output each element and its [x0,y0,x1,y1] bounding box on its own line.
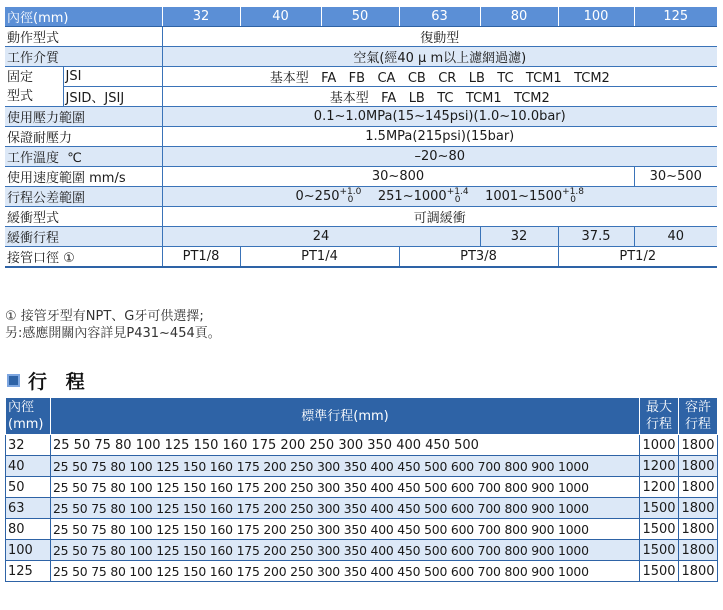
stroke-standard-cell: 25 50 75 80 100 125 150 160 175 200 250 300 350 400 450 500 600 700 800 900 1000 [51,519,640,540]
stroke-standard-header: 標準行程(mm) [51,398,640,435]
stroke-allow-cell: 1800 [679,435,718,456]
medium-value: 空氣(經40 μ m以上濾網過濾) [162,47,717,67]
stroke-allow-cell: 1800 [679,519,718,540]
table-row [6,435,718,456]
proof-value: 1.5MPa(215psi)(15bar) [162,127,717,147]
tolerance-1-upper: +1.0 [339,187,362,197]
spec-header-row [5,7,717,27]
tolerance-3-lower: 0 [570,195,576,205]
bore-32: 32 [162,7,240,27]
pressure-value: 0.1~1.0MPa(15~145psi)(1.0~10.0bar) [162,107,717,127]
pressure-label: 使用壓力範圍 [5,107,162,127]
proof-row [5,127,717,147]
stroke-header-row [6,398,718,435]
temp-value: –20~80 [162,147,717,167]
tolerance-1 [340,188,362,204]
bore-header-label: 內徑(mm) [5,7,162,27]
action-value: 復動型 [162,27,717,47]
speed-value-b: 30~500 [634,167,717,187]
tolerance-row [5,187,717,207]
stroke-bore-cell: 100 [6,540,51,561]
stroke-bore-cell: 125 [6,561,51,582]
stroke-max-cell: 1200 [640,477,679,498]
cushion-stroke-v1: 24 [162,227,480,247]
temp-label: 工作溫度 ℃ [5,147,162,167]
tolerance-range-1: 0~250 [295,189,340,204]
stroke-standard-cell: 25 50 75 80 100 125 150 160 175 200 250 300 350 400 450 500 600 700 800 900 1000 [51,561,640,582]
stroke-bore-cell: 80 [6,519,51,540]
speed-row [5,167,717,187]
mount-label [5,67,63,107]
stroke-allow-cell: 1800 [679,477,718,498]
stroke-allow-cell: 1800 [679,561,718,582]
stroke-bore-cell: 50 [6,477,51,498]
port-v3: PT3/8 [399,247,558,268]
bore-80: 80 [480,7,558,27]
stroke-table [5,397,718,582]
stroke-allow-header [679,398,718,435]
stroke-standard-cell: 25 50 75 80 100 125 150 160 175 200 250 300 350 400 450 500 [51,435,640,456]
port-label: 接管口徑 ① [5,247,162,268]
table-row [6,540,718,561]
mount-jsid-value: 基本型 FA LB TC TCM1 TCM2 [162,87,717,107]
port-v2: PT1/4 [240,247,399,268]
stroke-standard-cell: 25 50 75 80 100 125 150 160 175 200 250 300 350 400 450 500 600 700 800 900 1000 [51,456,640,477]
tolerance-2-upper: +1.4 [446,187,469,197]
mount-jsi-label: JSI [63,67,162,87]
stroke-allow-cell: 1800 [679,456,718,477]
tolerance-3-upper: +1.8 [562,187,584,197]
bore-50: 50 [321,7,399,27]
speed-value-a: 30~800 [162,167,634,187]
mount-jsi-value: 基本型 FA FB CA CB CR LB TC TCM1 TCM2 [162,67,717,87]
cushion-type-label: 緩衝型式 [5,207,162,227]
table-row [6,477,718,498]
stroke-max-cell: 1500 [640,561,679,582]
table-row [6,561,718,582]
note-1: ① 接管牙型有NPT、G牙可供選擇; [5,309,204,324]
pressure-row [5,107,717,127]
table-row [6,456,718,477]
stroke-standard-cell: 25 50 75 80 100 125 150 160 175 200 250 300 350 400 450 500 600 700 800 900 1000 [51,498,640,519]
stroke-allow-header-line1: 容許 [684,400,711,415]
stroke-allow-header-line2: 行程 [684,417,711,432]
cushion-stroke-v3: 37.5 [558,227,634,247]
stroke-bore-header [6,398,51,435]
cushion-type-value: 可調緩衝 [162,207,717,227]
action-row [5,27,717,47]
cushion-stroke-label: 緩衝行程 [5,227,162,247]
tolerance-range-3: 1001~1500 [485,189,563,204]
stroke-allow-cell: 1800 [679,498,718,519]
stroke-max-header-line1: 最大 [645,400,672,415]
stroke-max-cell: 1500 [640,540,679,561]
stroke-section-title: 行 程 [28,370,91,393]
mount-jsid-label: JSID、JSIJ [63,87,162,107]
stroke-bore-cell: 40 [6,456,51,477]
speed-label: 使用速度範圍 mm/s [5,167,162,187]
bore-63: 63 [399,7,480,27]
stroke-allow-cell: 1800 [679,540,718,561]
stroke-standard-cell: 25 50 75 80 100 125 150 160 175 200 250 300 350 400 450 500 600 700 800 900 1000 [51,477,640,498]
action-label: 動作型式 [5,27,162,47]
stroke-bore-header-line2: (mm) [8,417,44,432]
stroke-bore-cell: 63 [6,498,51,519]
mount-jsid-row [5,87,717,107]
tolerance-2-lower: 0 [454,195,461,205]
square-bullet-icon [7,374,20,387]
stroke-section-header [7,369,91,391]
stroke-max-cell: 1500 [640,519,679,540]
bore-40: 40 [240,7,321,27]
bore-100: 100 [558,7,634,27]
spec-table [5,7,717,268]
mount-label-line2: 型式 [7,88,34,104]
tolerance-2 [447,188,469,204]
tolerance-label: 行程公差範圍 [5,187,162,207]
medium-row [5,47,717,67]
bore-125: 125 [634,7,717,27]
stroke-max-header [640,398,679,435]
cushion-type-row [5,207,717,227]
mount-jsi-row [5,67,717,87]
table-row [6,498,718,519]
table-row [6,519,718,540]
stroke-max-header-line2: 行程 [645,417,672,432]
stroke-bore-header-line1: 內徑 [8,400,35,415]
tolerance-range-2: 251~1000 [377,189,447,204]
stroke-bore-cell: 32 [6,435,51,456]
cushion-stroke-row [5,227,717,247]
stroke-max-cell: 1000 [640,435,679,456]
stroke-max-cell: 1500 [640,498,679,519]
medium-label: 工作介質 [5,47,162,67]
mount-label-line1: 固定 [7,69,34,85]
tolerance-1-lower: 0 [347,195,354,205]
port-v4: PT1/2 [558,247,717,268]
note-2: 另:感應開關內容詳見P431~454頁。 [5,326,221,341]
temp-row [5,147,717,167]
port-v1: PT1/8 [162,247,240,268]
proof-label: 保證耐壓力 [5,127,162,147]
stroke-standard-cell: 25 50 75 80 100 125 150 160 175 200 250 300 350 400 450 500 600 700 800 900 1000 [51,540,640,561]
tolerance-3 [562,188,584,204]
tolerance-value [162,187,717,207]
cushion-stroke-v2: 32 [480,227,558,247]
cushion-stroke-v4: 40 [634,227,717,247]
port-row [5,247,717,268]
stroke-max-cell: 1200 [640,456,679,477]
